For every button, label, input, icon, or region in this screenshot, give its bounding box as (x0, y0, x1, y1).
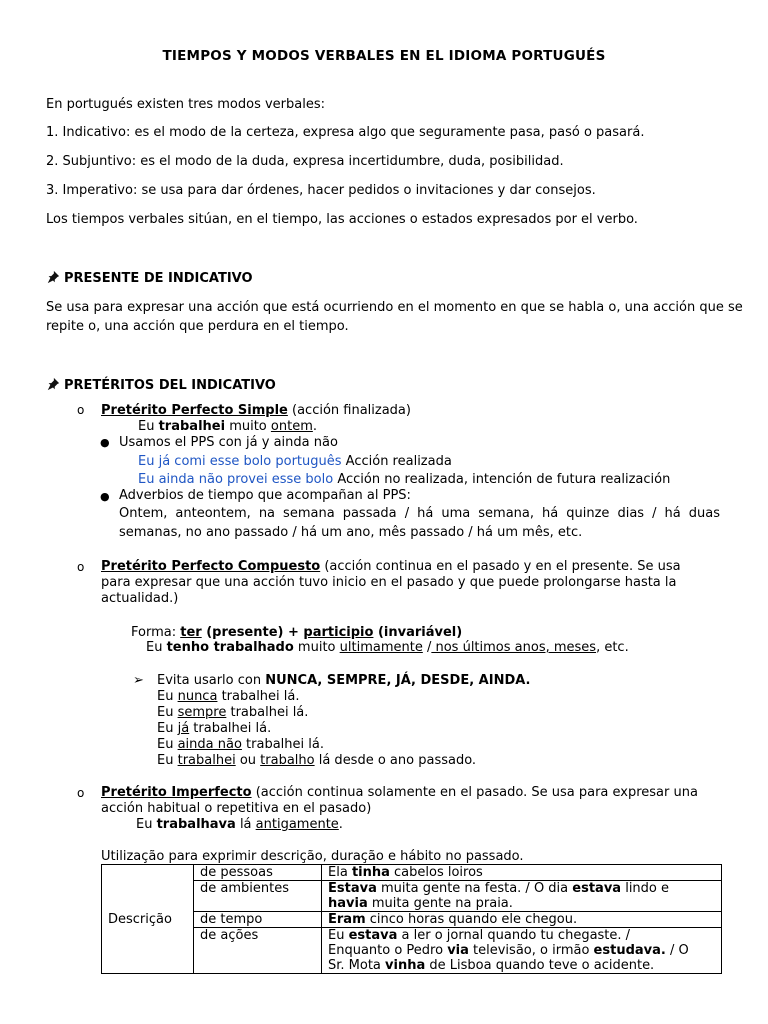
table-type-cell: de ações (194, 928, 322, 974)
table-example-cell: Eram cinco horas quando ele chegou. (322, 912, 722, 928)
table-example-cell: Estava muita gente na festa. / O dia estava lindo e havia muita gente na praia. (322, 881, 722, 912)
pi-example: Eu trabalhava lá antigamente. (136, 817, 343, 832)
pushpin-icon (46, 270, 60, 284)
ppc-avoid-example: Eu já trabalhei lá. (157, 721, 272, 736)
intro-indicativo: 1. Indicativo: es el modo de la certeza, expresa algo que seguramente pasa, pasó o pasará. (46, 125, 645, 140)
table-row (102, 912, 722, 928)
table-label-cell: Descrição (102, 865, 194, 974)
presente-text-line1: Se usa para expresar una acción que está ocurriendo en el momento en que se habla o, una acción que se (46, 300, 743, 315)
pi-heading: Pretérito Imperfecto (acción continua solamente en el pasado. Se usa para expresar una (101, 785, 698, 800)
intro-tiempos: Los tiempos verbales sitúan, en el tiempo, las acciones o estados expresados por el verbo. (46, 212, 638, 227)
table-example-cell: Eu estava a ler o jornal quando tu chegaste. / Enquanto o Pedro via televisão, o irmão estudava. / O Sr. Mota vinha de Lisboa quando teve o acidente. (322, 928, 722, 974)
pps-example-realizada: Eu já comi esse bolo português Acción realizada (138, 454, 452, 469)
table-type-cell: de ambientes (194, 881, 322, 912)
pps-example-no-realizada: Eu ainda não provei esse bolo Acción no realizada, intención de futura realización (138, 472, 671, 487)
pps-example: Eu trabalhei muito ontem. (138, 419, 317, 434)
presente-text-line2: repite o, una acción que perdura en el tiempo. (46, 319, 349, 334)
ppc-desc-line2: para expresar que una acción tuvo inicio en el pasado y que puede prolongarse hasta la (101, 575, 677, 590)
ppc-avoid-example: Eu nunca trabalhei lá. (157, 689, 300, 704)
pps-adverbios-line1: Ontem, anteontem, na semana passada / há uma semana, há quinze dias / há duas (119, 506, 720, 521)
pushpin-icon (46, 377, 60, 391)
ppc-desc-line3: actualidad.) (101, 591, 179, 606)
bullet-icon: ● (100, 490, 110, 503)
pps-heading: Pretérito Perfecto Simple (acción finalizada) (101, 403, 411, 418)
table-row (102, 865, 722, 881)
intro-subjuntivo: 2. Subjuntivo: es el modo de la duda, expresa incertidumbre, duda, posibilidad. (46, 154, 564, 169)
ppc-avoid-example: Eu sempre trabalhei lá. (157, 705, 309, 720)
pi-utilizacao: Utilização para exprimir descrição, duração e hábito no passado. (101, 849, 524, 864)
presente-heading: PRESENTE DE INDICATIVO (46, 270, 253, 286)
pi-desc-line2: acción habitual o repetitiva en el pasado) (101, 801, 372, 816)
table-type-cell: de tempo (194, 912, 322, 928)
circle-bullet-icon: o (77, 403, 85, 417)
ppc-avoid-example: Eu trabalhei ou trabalho lá desde o ano passado. (157, 753, 477, 768)
ppc-heading: Pretérito Perfecto Compuesto (acción continua en el pasado y en el presente. Se usa (101, 559, 681, 574)
pps-bullet-ja-ainda: Usamos el PPS con já y ainda não (119, 435, 338, 450)
ppc-forma: Forma: ter (presente) + participio (invariável) (131, 625, 463, 640)
table-row (102, 928, 722, 974)
ppc-avoid-example: Eu ainda não trabalhei lá. (157, 737, 324, 752)
circle-bullet-icon: o (77, 560, 85, 574)
page-title: TIEMPOS Y MODOS VERBALES EN EL IDIOMA PORTUGUÉS (162, 48, 606, 64)
bullet-icon: ● (100, 436, 110, 449)
table-type-cell: de pessoas (194, 865, 322, 881)
descricao-table (101, 864, 722, 974)
intro-imperativo: 3. Imperativo: se usa para dar órdenes, hacer pedidos o invitaciones y dar consejos. (46, 183, 596, 198)
pps-bullet-adverbios: Adverbios de tiempo que acompañan al PPS: (119, 488, 411, 503)
pps-adverbios-line2: semanas, no ano passado / há um ano, mês passado / há um mês, etc. (119, 525, 583, 540)
arrow-bullet-icon: ➢ (133, 673, 144, 688)
ppc-avoid: Evita usarlo con NUNCA, SEMPRE, JÁ, DESDE, AINDA. (157, 673, 531, 688)
table-row (102, 881, 722, 912)
circle-bullet-icon: o (77, 786, 85, 800)
ppc-example: Eu tenho trabalhado muito ultimamente / nos últimos anos, meses, etc. (146, 640, 629, 655)
preteritos-heading: PRETÉRITOS DEL INDICATIVO (46, 377, 276, 393)
intro-paragraph: En portugués existen tres modos verbales: (46, 97, 325, 112)
table-example-cell: Ela tinha cabelos loiros (322, 865, 722, 881)
